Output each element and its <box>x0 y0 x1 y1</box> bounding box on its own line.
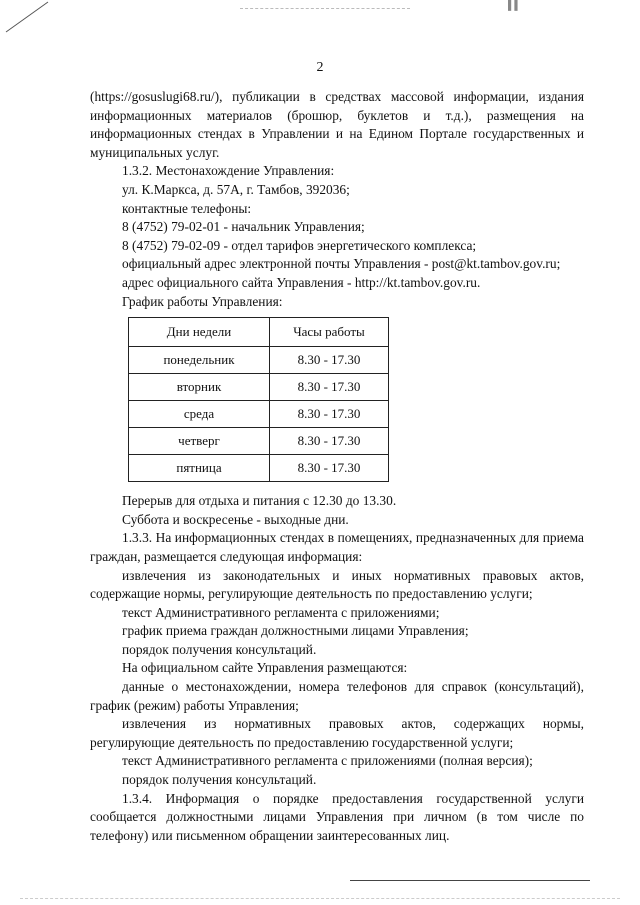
table-cell-hours: 8.30 - 17.30 <box>270 455 389 482</box>
paragraph: порядок получения консультаций. <box>122 641 317 657</box>
footer-rule <box>350 880 590 881</box>
table-cell-day: вторник <box>129 374 270 401</box>
paragraph: 1.3.2. Местонахождение Управления: <box>122 163 335 179</box>
table-cell-hours: 8.30 - 17.30 <box>270 347 389 374</box>
table-row <box>129 347 389 374</box>
table-row <box>129 374 389 401</box>
column-header: Дни недели <box>129 318 270 347</box>
paragraph: график приема граждан должностными лицами Управления; <box>122 623 469 639</box>
scan-artifact-line <box>0 0 60 40</box>
paragraph: извлечения из законодательных и иных нормативных правовых актов, содержащие нормы, регулирующие деятельность по предоставлению услуги; <box>90 567 584 602</box>
paragraph: 1.3.4. Информация о порядке предоставления государственной услуги сообщается должностными лицами Управления при личном (в том числе по телефону) или письменном обращении заинтересованных лиц. <box>90 790 584 843</box>
column-header: Часы работы <box>270 318 389 347</box>
table-cell-day: среда <box>129 401 270 428</box>
corner-scan-mark: ▌▌ <box>508 0 521 10</box>
document-body <box>90 88 584 845</box>
table-cell-hours: 8.30 - 17.30 <box>270 374 389 401</box>
table-header-row <box>129 318 389 347</box>
paragraph: контактные телефоны: <box>122 200 252 216</box>
paragraph: ул. К.Маркса, д. 57А, г. Тамбов, 392036; <box>122 181 350 197</box>
paragraph: (https://gosuslugi68.ru/), публикации в средствах массовой информации, издания информационных материалов (брошюр, буклетов и т.д.), размещения на информационных стендах в Управлении и на Едином Портале государственных и муниципальных услуг. <box>90 89 584 160</box>
paragraph: 8 (4752) 79-02-01 - начальник Управления; <box>122 219 365 235</box>
table-row <box>129 401 389 428</box>
table-row <box>129 428 389 455</box>
table-cell-day: понедельник <box>129 347 270 374</box>
page-number: 2 <box>316 60 324 75</box>
table-cell-day: пятница <box>129 455 270 482</box>
paragraph: адрес официального сайта Управления - http://kt.tambov.gov.ru. <box>122 274 481 290</box>
table-cell-hours: 8.30 - 17.30 <box>270 428 389 455</box>
paragraph: Суббота и воскресенье - выходные дни. <box>122 511 349 527</box>
table-row <box>129 455 389 482</box>
table-cell-day: четверг <box>129 428 270 455</box>
top-scan-rule <box>240 8 410 9</box>
schedule-table <box>128 317 389 482</box>
paragraph: На официальном сайте Управления размещаются: <box>122 660 408 676</box>
paragraph: Перерыв для отдыха и питания с 12.30 до 13.30. <box>122 493 397 509</box>
paragraph: 1.3.3. На информационных стендах в помещениях, предназначенных для приема граждан, размещается следующая информация: <box>90 530 584 564</box>
paragraph: текст Административного регламента с приложениями (полная версия); <box>122 753 533 769</box>
scan-edge-rule <box>20 898 620 899</box>
paragraph: текст Административного регламента с приложениями; <box>122 604 440 620</box>
paragraph: официальный адрес электронной почты Управления - post@kt.tambov.gov.ru; <box>122 256 561 272</box>
paragraph: данные о местонахождении, номера телефонов для справок (консультаций), график (режим) работы Управления; <box>90 679 584 713</box>
paragraph: порядок получения консультаций. <box>122 772 317 788</box>
table-cell-hours: 8.30 - 17.30 <box>270 401 389 428</box>
paragraph: извлечения из нормативных правовых актов, содержащих нормы, регулирующие деятельность по предоставлению государственной услуги; <box>90 716 584 750</box>
paragraph: График работы Управления: <box>122 293 283 309</box>
paragraph: 8 (4752) 79-02-09 - отдел тарифов энергетического комплекса; <box>122 237 477 253</box>
